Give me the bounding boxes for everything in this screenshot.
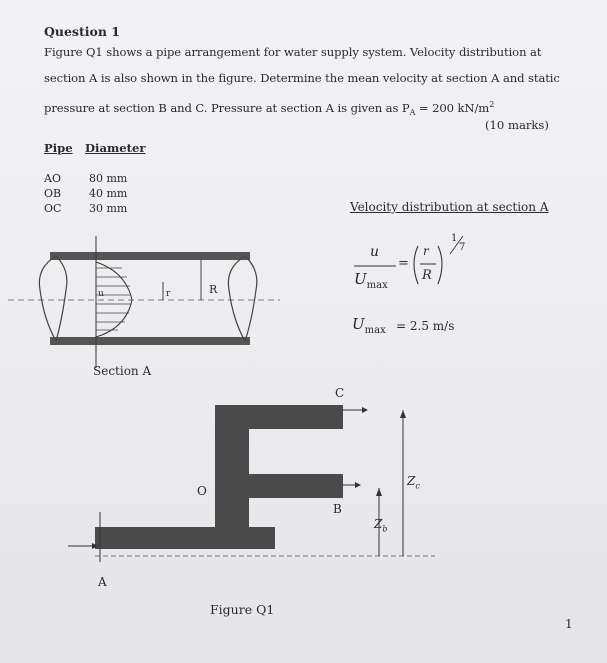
table-cell: 30 mm xyxy=(89,202,128,215)
equation-u: u xyxy=(370,244,380,260)
zc-label: $Z_c$ xyxy=(407,474,420,491)
table-header-pipe: Pipe xyxy=(44,141,73,155)
exponent-den: 7 xyxy=(459,242,466,253)
point-c-label: C xyxy=(335,386,345,400)
point-b-label: B xyxy=(333,502,342,516)
table-cell: 40 mm xyxy=(89,187,128,200)
page-number: 1 xyxy=(565,617,573,631)
velocity-distribution-title: Velocity distribution at section A xyxy=(350,200,549,214)
figure-caption: Figure Q1 xyxy=(210,602,275,617)
local-radius-label: r xyxy=(166,289,171,299)
equation-Umax: $U_{max}$ xyxy=(354,270,388,291)
table-cell: OB xyxy=(44,187,62,200)
question-title: Question 1 xyxy=(44,24,120,39)
marks-label: (10 marks) xyxy=(485,118,549,132)
equation-equals: = xyxy=(398,256,409,271)
question-line-2: section A is also shown in the figure. Determine the mean velocity at section A and static xyxy=(44,71,560,85)
point-o-label: O xyxy=(197,484,207,498)
pipe-system xyxy=(68,405,435,562)
table-cell: OC xyxy=(44,202,62,215)
table-header-diameter: Diameter xyxy=(85,141,146,155)
section-a-pipe xyxy=(8,236,280,368)
exponent-num: 1 xyxy=(451,233,458,244)
zb-label: $Z_b$ xyxy=(374,517,388,534)
point-a-label: A xyxy=(98,575,107,589)
section-a-label: Section A xyxy=(93,364,152,378)
pipe-radius-label: R xyxy=(209,283,218,296)
table-cell: AO xyxy=(44,172,61,185)
table-cell: 80 mm xyxy=(89,172,128,185)
equation-R: R xyxy=(422,268,432,283)
velocity-u-label: u xyxy=(98,289,104,299)
umax-value: = 2.5 m/s xyxy=(396,319,455,333)
question-line-3: pressure at section B and C. Pressure at section A is given as $P_A = 200$ $kN/m^2$ xyxy=(44,100,495,118)
umax-label: $U_{max}$ xyxy=(352,315,386,336)
equation-r: r xyxy=(423,244,429,258)
question-line-1: Figure Q1 shows a pipe arrangement for water supply system. Velocity distribution at xyxy=(44,45,542,59)
